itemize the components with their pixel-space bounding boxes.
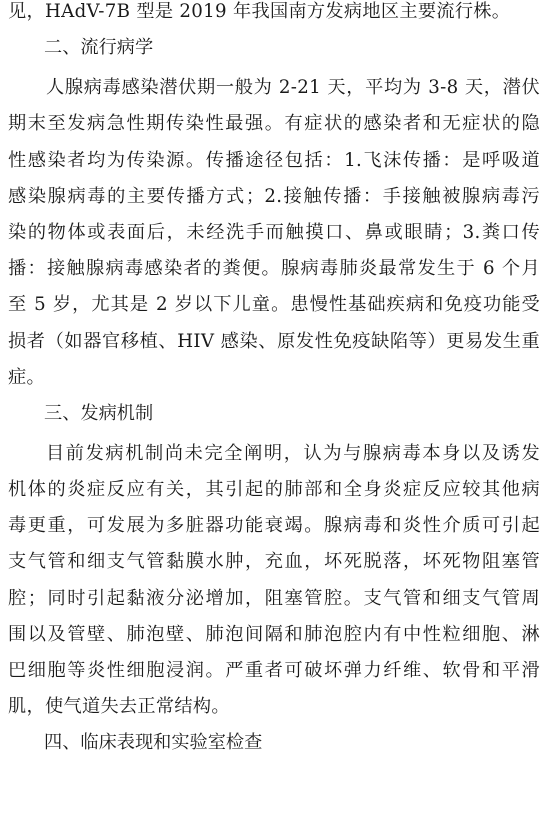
paragraph-line: 播：接触腺病毒感染者的粪便。腺病毒肺炎最常发生于 6 个月 (8, 258, 540, 280)
paragraph-line: 人腺病毒感染潜伏期一般为 2-21 天，平均为 3-8 天，潜伏 (46, 77, 540, 99)
paragraph-line: 症。 (8, 366, 45, 388)
paragraph-line: 损者（如器官移植、HIV 感染、原发性免疫缺陷等）更易发生重 (8, 330, 540, 352)
paragraph-line: 围以及管壁、肺泡壁、肺泡间隔和肺泡腔内有中性粒细胞、淋 (8, 623, 540, 645)
paragraph-line: 性感染者均为传染源。传播途径包括：1.飞沫传播：是呼吸道 (8, 149, 540, 171)
paragraph-line: 见，HAdV-7B 型是 2019 年我国南方发病地区主要流行株。 (8, 1, 511, 22)
paragraph-line: 染的物体或表面后，未经洗手而触摸口、鼻或眼睛；3.粪口传 (8, 221, 540, 243)
paragraph-line: 感染腺病毒的主要传播方式；2.接触传播：手接触被腺病毒污 (8, 185, 540, 207)
paragraph-line: 目前发病机制尚未完全阐明，认为与腺病毒本身以及诱发 (46, 442, 540, 464)
paragraph-line: 巴细胞等炎性细胞浸润。严重者可破坏弹力纤维、软骨和平滑 (8, 660, 540, 681)
paragraph-line: 至 5 岁，尤其是 2 岁以下儿童。患慢性基础疾病和免疫功能受 (8, 294, 540, 316)
section-heading-epidemiology: 二、流行病学 (44, 37, 154, 59)
paragraph-line: 机体的炎症反应有关，其引起的肺部和全身炎症反应较其他病 (8, 479, 540, 501)
paragraph-line: 肌，使气道失去正常结构。 (8, 696, 230, 718)
paragraph-line: 期末至发病急性期传染性最强。有症状的感染者和无症状的隐 (8, 113, 540, 135)
section-heading-clinical: 四、临床表现和实验室检查 (44, 732, 263, 754)
paragraph-line: 支气管和细支气管黏膜水肿，充血，坏死脱落，坏死物阻塞管 (8, 551, 540, 573)
paragraph-line: 腔；同时引起黏液分泌增加，阻塞管腔。支气管和细支气管周 (8, 587, 540, 609)
section-heading-pathogenesis: 三、发病机制 (44, 402, 154, 424)
paragraph-line: 毒更重，可发展为多脏器功能衰竭。腺病毒和炎性介质可引起 (8, 515, 540, 537)
